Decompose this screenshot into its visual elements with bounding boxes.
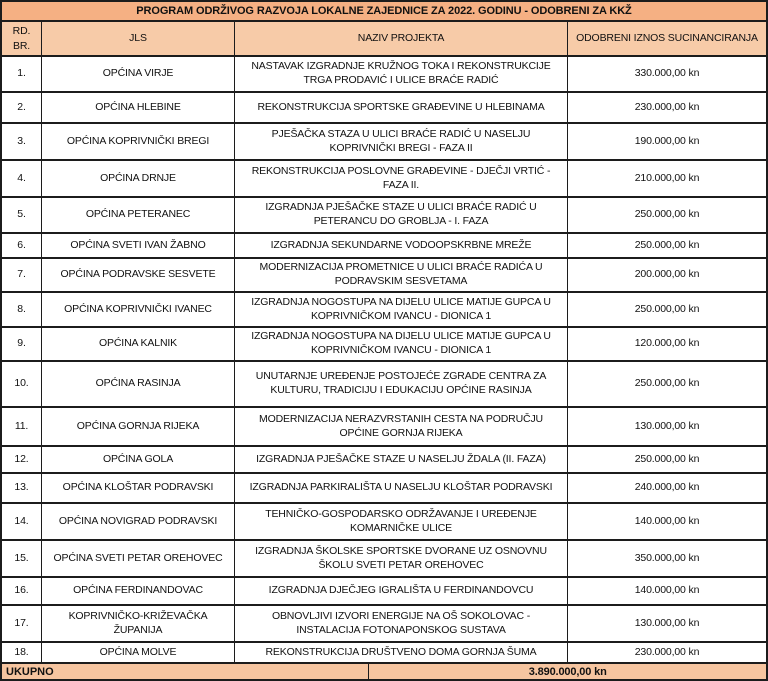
table-row (2, 93, 766, 124)
amount-cell: 120.000,00 kn (634, 337, 700, 350)
column-header-project: NAZIV PROJEKTA (235, 22, 568, 55)
project-cell: PJEŠAČKA STAZA U ULICI BRAĆE RADIĆ U NASELJU KOPRIVNIČKI BREGI - FAZA II (235, 124, 568, 159)
jls-cell: OPĆINA PETERANEC (42, 198, 235, 232)
table-row (2, 447, 766, 474)
row-number: 15. (2, 541, 42, 576)
row-number: 9. (2, 328, 42, 360)
project-cell: REKONSTRUKCIJA POSLOVNE GRAĐEVINE - DJEČJI VRTIĆ - FAZA II. (235, 161, 568, 196)
table-row (2, 362, 766, 408)
column-header-rdbr-line2: BR. (12, 39, 31, 52)
amount-cell: 130.000,00 kn (634, 419, 700, 432)
table-row (2, 541, 766, 578)
jls-cell: OPĆINA SVETI IVAN ŽABNO (42, 234, 235, 257)
row-number: 4. (2, 161, 42, 196)
project-cell: REKONSTRUKCIJA SPORTSKE GRAĐEVINE U HLEBINAMA (235, 93, 568, 122)
jls-cell: OPĆINA MOLVE (42, 643, 235, 662)
row-number: 2. (2, 93, 42, 122)
total-label: UKUPNO (2, 664, 369, 680)
jls-cell: OPĆINA SVETI PETAR OREHOVEC (42, 541, 235, 576)
project-cell: OBNOVLJIVI IZVORI ENERGIJE NA OŠ SOKOLOVAC - INSTALACIJA FOTONAPONSKOG SUSTAVA (235, 606, 568, 641)
total-amount: 3.890.000,00 kn (528, 666, 607, 678)
project-cell: IZGRADNJA NOGOSTUPA NA DIJELU ULICE MATIJE GUPCA U KOPRIVNIČKOM IVANCU - DIONICA 1 (235, 328, 568, 360)
row-number: 10. (2, 362, 42, 406)
column-header-rdbr (2, 22, 42, 55)
project-cell: UNUTARNJE UREĐENJE POSTOJEĆE ZGRADE CENTRA ZA KULTURU, TRADICIJU I EDUKACIJU OPĆINE RASINJA (235, 362, 568, 406)
row-number: 1. (2, 57, 42, 91)
project-cell: NASTAVAK IZGRADNJE KRUŽNOG TOKA I REKONSTRUKCIJE TRGA PRODAVIĆ I ULICE BRAĆE RADIĆ (235, 57, 568, 91)
table-row (2, 124, 766, 161)
project-cell: IZGRADNJA SEKUNDARNE VODOOPSKRBNE MREŽE (235, 234, 568, 257)
amount-cell: 230.000,00 kn (634, 645, 700, 658)
amount-cell: 250.000,00 kn (634, 238, 700, 251)
row-number: 14. (2, 504, 42, 539)
jls-cell: OPĆINA KALNIK (42, 328, 235, 360)
jls-cell: OPĆINA DRNJE (42, 161, 235, 196)
project-cell: IZGRADNJA ŠKOLSKE SPORTSKE DVORANE UZ OSNOVNU ŠKOLU SVETI PETAR OREHOVEC (235, 541, 568, 576)
table-row (2, 57, 766, 93)
table-row (2, 504, 766, 541)
column-header-amount: ODOBRENI IZNOS SUCINANCIRANJA (576, 31, 758, 44)
amount-cell: 350.000,00 kn (634, 551, 700, 564)
amount-cell: 200.000,00 kn (634, 268, 700, 281)
project-cell: MODERNIZACIJA NERAZVRSTANIH CESTA NA PODRUČJU OPĆINE GORNJA RIJEKA (235, 408, 568, 445)
jls-cell: OPĆINA HLEBINE (42, 93, 235, 122)
jls-cell: OPĆINA NOVIGRAD PODRAVSKI (42, 504, 235, 539)
jls-cell: OPĆINA PODRAVSKE SESVETE (42, 259, 235, 291)
row-number: 18. (2, 643, 42, 662)
project-cell: MODERNIZACIJA PROMETNICE U ULICI BRAĆE RADIĆA U PODRAVSKIM SESVETAMA (235, 259, 568, 291)
table-row (2, 234, 766, 259)
amount-cell: 250.000,00 kn (634, 302, 700, 315)
amount-cell: 190.000,00 kn (634, 134, 700, 147)
column-header-jls: JLS (42, 22, 235, 55)
amount-cell: 210.000,00 kn (634, 171, 700, 184)
table-row (2, 578, 766, 606)
jls-cell: OPĆINA RASINJA (42, 362, 235, 406)
project-cell: REKONSTRUKCIJA DRUŠTVENO DOMA GORNJA ŠUMA (235, 643, 568, 662)
table-row (2, 606, 766, 643)
table-row (2, 408, 766, 447)
table-row (2, 643, 766, 664)
amount-cell: 140.000,00 kn (634, 514, 700, 527)
amount-cell: 250.000,00 kn (634, 377, 700, 390)
amount-cell: 250.000,00 kn (634, 208, 700, 221)
total-row (2, 664, 766, 680)
row-number: 6. (2, 234, 42, 257)
table-row (2, 474, 766, 504)
row-number: 12. (2, 447, 42, 472)
table-row (2, 293, 766, 328)
project-cell: TEHNIČKO-GOSPODARSKO ODRŽAVANJE I UREĐENJE KOMARNIČKE ULICE (235, 504, 568, 539)
row-number: 5. (2, 198, 42, 232)
row-number: 16. (2, 578, 42, 604)
document-title: PROGRAM ODRŽIVOG RAZVOJA LOKALNE ZAJEDNICE ZA 2022. GODINU - ODOBRENI ZA KKŽ (2, 2, 766, 22)
project-cell: IZGRADNJA PJEŠAČKE STAZE U NASELJU ŽDALA (II. FAZA) (235, 447, 568, 472)
row-number: 3. (2, 124, 42, 159)
table-row (2, 328, 766, 362)
jls-cell: OPĆINA KOPRIVNIČKI BREGI (42, 124, 235, 159)
row-number: 8. (2, 293, 42, 326)
project-cell: IZGRADNJA PJEŠAČKE STAZE U ULICI BRAĆE RADIĆ U PETERANCU DO GROBLJA - I. FAZA (235, 198, 568, 232)
amount-cell: 250.000,00 kn (634, 452, 700, 465)
jls-cell: KOPRIVNIČKO-KRIŽEVAČKA ŽUPANIJA (42, 606, 235, 641)
table-row (2, 161, 766, 198)
project-cell: IZGRADNJA DJEČJEG IGRALIŠTA U FERDINANDOVCU (235, 578, 568, 604)
jls-cell: OPĆINA GOLA (42, 447, 235, 472)
jls-cell: OPĆINA VIRJE (42, 57, 235, 91)
table-row (2, 259, 766, 293)
amount-cell: 330.000,00 kn (634, 67, 700, 80)
amount-cell: 130.000,00 kn (634, 616, 700, 629)
jls-cell: OPĆINA KOPRIVNIČKI IVANEC (42, 293, 235, 326)
row-number: 7. (2, 259, 42, 291)
amount-cell: 240.000,00 kn (634, 481, 700, 494)
jls-cell: OPĆINA GORNJA RIJEKA (42, 408, 235, 445)
row-number: 11. (2, 408, 42, 445)
row-number: 17. (2, 606, 42, 641)
row-number: 13. (2, 474, 42, 502)
jls-cell: OPĆINA FERDINANDOVAC (42, 578, 235, 604)
jls-cell: OPĆINA KLOŠTAR PODRAVSKI (42, 474, 235, 502)
amount-cell: 140.000,00 kn (634, 584, 700, 597)
column-header-rdbr-line1: RD. (12, 25, 31, 38)
amount-cell: 230.000,00 kn (634, 100, 700, 113)
table-header-row (2, 22, 766, 57)
table-row (2, 198, 766, 234)
project-cell: IZGRADNJA NOGOSTUPA NA DIJELU ULICE MATIJE GUPCA U KOPRIVNIČKOM IVANCU - DIONICA 1 (235, 293, 568, 326)
project-cell: IZGRADNJA PARKIRALIŠTA U NASELJU KLOŠTAR PODRAVSKI (235, 474, 568, 502)
